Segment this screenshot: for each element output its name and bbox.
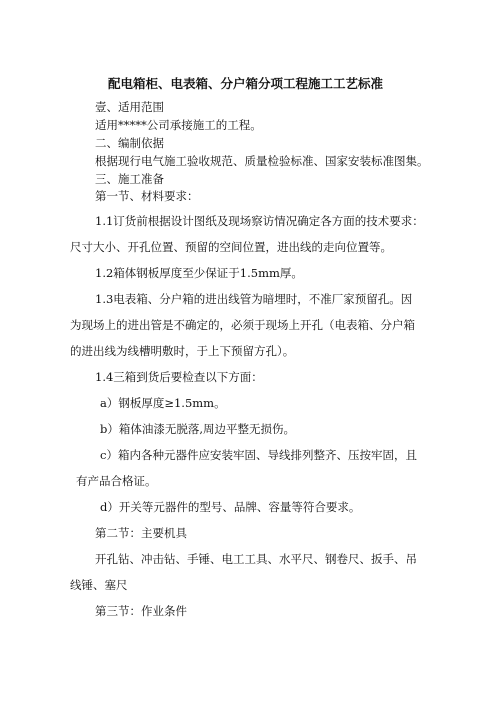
- section-heading: 三、施工准备: [95, 172, 164, 186]
- paragraph-line: 尺寸大小、开孔位置、预留的空间位置，进出线的走向位置等。: [70, 240, 392, 254]
- section-heading: 壹、适用范围: [95, 100, 164, 114]
- document-title: 配电箱柜、电表箱、分户箱分项工程施工工艺标准: [108, 76, 384, 91]
- subsection-heading: 第一节、材料要求：: [95, 189, 199, 203]
- subsection-heading: 第二节：主要机具: [95, 526, 187, 540]
- list-item-continuation: 有产品合格证。: [76, 474, 157, 488]
- paragraph-line: 根据现行电气施工验收规范、质量检验标准、国家安装标准图集。: [95, 154, 429, 168]
- list-item: b）箱体油漆无脱落,周边平整无损伤。: [100, 422, 296, 436]
- paragraph-line: 1.2箱体钢板厚度至少保证于1.5mm厚。: [95, 266, 303, 280]
- paragraph-line: 的进出线为线槽明敷时，于上下预留方孔）。: [70, 344, 295, 358]
- list-item: c）箱内各种元器件应安装牢固、导线排列整齐、压按牢固，且: [100, 448, 417, 462]
- subsection-heading: 第三节：作业条件: [95, 604, 187, 618]
- paragraph-line: 1.3电表箱、分户箱的进出线管为暗埋时，不准厂家预留孔。因: [95, 292, 413, 306]
- paragraph-line: 开孔钻、冲击钻、手锤、电工工具、水平尺、钢卷尺、扳手、吊: [95, 552, 417, 566]
- paragraph-line: 适用*****公司承接施工的工程。: [95, 118, 262, 132]
- section-heading: 二、编制依据: [95, 136, 164, 150]
- paragraph-line: 为现场上的进出管是不确定的，必须于现场上开孔（电表箱、分户箱: [70, 318, 415, 332]
- list-item: d）开关等元器件的型号、品牌、容量等符合要求。: [100, 500, 361, 514]
- list-item: a）钢板厚度≥1.5mm。: [100, 396, 226, 410]
- paragraph-line: 1.1订货前根据设计图纸及现场察访情况确定各方面的技术要求：: [95, 214, 424, 228]
- paragraph-line: 1.4三箱到货后要检查以下方面：: [95, 370, 263, 384]
- paragraph-line: 线锤、塞尺: [70, 578, 128, 592]
